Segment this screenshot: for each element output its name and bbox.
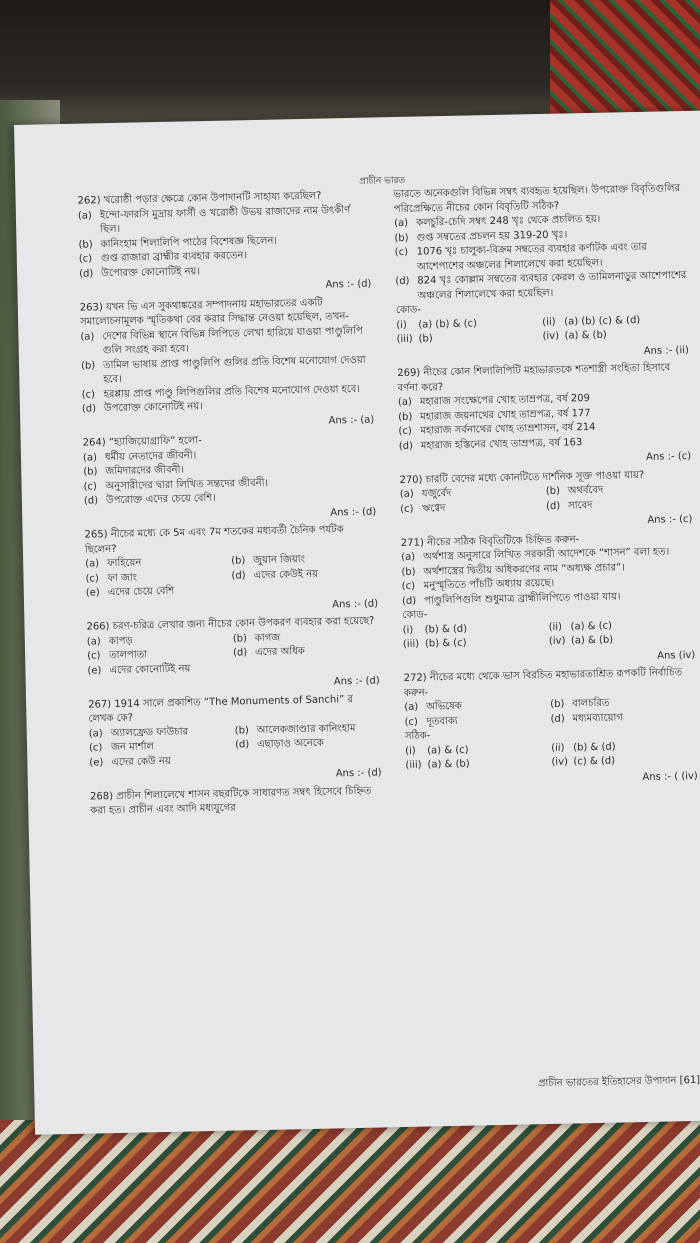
option-text: এদের চেয়ে বেশি	[107, 585, 175, 599]
question-text: 266) চরণ-চরিত্র লেখার জন্য নীচের কোন উপকরণ ব্যবহার করা হয়েছে?	[86, 615, 375, 633]
option-label: (b)	[234, 724, 249, 737]
option	[87, 661, 233, 679]
option-label: (a)	[401, 551, 416, 563]
option-text: মনুস্মৃতিতে পাঁচটি অধ্যায় রয়েছে।	[423, 577, 555, 592]
code-option	[542, 327, 688, 345]
code-option-text: (b) & (c)	[424, 637, 467, 650]
code-option-label: (iv)	[542, 330, 560, 342]
option-text: মহারাজ হস্তিনের খোহ তাম্রপত্র, বর্ষ 163	[420, 436, 583, 452]
option-text: তামিল ভাষায় প্রাপ্ত পাণ্ডুলিপি গুলির প্রতি বিশেষ মনোযোগ দেওয়া হবে।	[102, 354, 366, 386]
option-label: (c)	[78, 253, 93, 265]
question-block	[77, 189, 371, 299]
option-text: মহারাজ সর্বনাথের খোহ তাম্রশাসন, বর্ষ 214	[420, 421, 596, 437]
code-option-grid	[405, 738, 698, 773]
option-label: (a)	[399, 488, 414, 500]
option-label: (b)	[398, 411, 413, 423]
option-text: কানিংহাম শিলালিপি পাঠের বিশেষজ্ঞ ছিলেন।	[100, 235, 278, 250]
code-label: কোড-	[395, 304, 422, 317]
question-block	[83, 431, 377, 526]
option-text: এদের কেউ নয়	[111, 755, 171, 768]
option-text: ফাহিয়েন	[107, 557, 142, 570]
option-label: (a)	[77, 209, 92, 222]
answer-text: Ans (iv)	[657, 649, 696, 662]
option-text: বালচরিত	[572, 697, 610, 710]
option-text: তালপাতা	[109, 649, 148, 662]
question-text: 271) নীচের সঠিক বিবৃতিটিকে চিহ্নিত করুন-	[400, 533, 580, 549]
question-text: 263) যখন ভি এস সুকথাঙ্করের সম্পাদনায় মহাভারতের একটি সমালোচনামূলক স্মৃতিকথা বের করার সিদ্ধান্ত নেওয়া হয়েছিল, তখন-	[79, 297, 350, 328]
code-option-grid	[403, 617, 696, 652]
option-label: (b)	[78, 238, 93, 251]
option-label: (c)	[401, 580, 416, 592]
code-option-label: (iv)	[548, 635, 566, 647]
code-option	[551, 753, 697, 771]
option	[404, 712, 550, 730]
option-text: অর্থশাস্ত্রের দ্বিতীয় অধিকরণের নাম “অধ্যক্ষ প্রচার”।	[423, 561, 625, 578]
question-block	[399, 467, 692, 533]
option-label: (e)	[87, 664, 102, 677]
option-label: (d)	[81, 403, 97, 415]
option-grid	[85, 551, 378, 601]
option-grid	[404, 695, 697, 730]
code-label: কোড-	[402, 609, 428, 621]
option-label: (c)	[83, 480, 98, 493]
option-label: (c)	[88, 742, 103, 754]
answer-text: Ans :- (d)	[332, 597, 379, 610]
option-text: এদের কোনোটিই নয়	[109, 662, 191, 676]
option-label: (a)	[86, 635, 101, 648]
option	[231, 566, 377, 584]
question-block	[84, 522, 378, 617]
option-label: (d)	[395, 275, 410, 288]
code-option-label: (ii)	[551, 742, 565, 754]
option-text: হরপ্পায় প্রাপ্ত পাণ্ডু লিপিগুলির প্রতি বিশেষ মনোযোগ দেওয়া হবে।	[103, 383, 361, 400]
question-text: 262) খরোষ্ঠী পড়ার ক্ষেত্রে কোন উপাদানটি সাহায্য করেছিল?	[77, 190, 322, 207]
option-text: এদের অধিক	[254, 646, 305, 659]
code-option-label: (iii)	[405, 759, 422, 771]
code-option-text: (c) & (d)	[573, 755, 616, 768]
option-label: (d)	[398, 440, 414, 452]
option	[233, 643, 379, 661]
option-text: এছাড়াও অনেকে	[256, 737, 324, 751]
option-label: (c)	[85, 572, 99, 585]
question-text: 264) “হ্যাজিয়োগ্রাফি” হলো-	[82, 435, 202, 449]
option-label: (d)	[545, 500, 561, 512]
answer-text: Ans :- (d)	[333, 675, 380, 688]
option-text: ধর্মীয় নেতাদের জীবনী।	[104, 449, 197, 463]
option-label: (d)	[79, 267, 94, 280]
question-block	[90, 784, 383, 819]
question-block	[401, 530, 696, 669]
question-text: 268) প্রাচীন শিলালেখে শাসন বছরটিকে সাধারণত সম্বৎ হিসেবে চিহ্নিত করা হত। প্রাচীন এবং আদি মধ্যযুগের	[89, 785, 372, 817]
code-option-text: (b) & (d)	[424, 623, 468, 636]
page-content	[77, 163, 700, 1116]
question-text: 269) নীচের কোন শিলালিপিটি মহাভারতকে শতশাস্ত্রী সংহিতা হিসাবে বর্ণনা করে?	[397, 362, 671, 394]
left-column	[77, 186, 382, 819]
option-text: পাণ্ডুলিপিগুলি শুধুমাত্র ব্রাহ্মীলিপিতে পাওয়া যায়।	[423, 590, 621, 607]
code-option-text: (b) & (d)	[573, 741, 616, 753]
option-grid	[400, 482, 693, 517]
option-label: (c)	[81, 388, 96, 401]
option-text: অথর্ববেদ	[567, 484, 604, 497]
option-text: দূতবাক্য	[426, 715, 458, 727]
option-label: (d)	[83, 495, 99, 507]
option-label: (a)	[82, 451, 98, 464]
option-text: ঋগ্বেদ	[422, 502, 446, 515]
question-text: 270) চারটি বেদের মধ্যে কোনটিতে দার্শনিক সূক্ত পাওয়া যায়?	[399, 469, 645, 486]
option-text: অনুসারীদের দ্বারা লিখিত সন্তদের জীবনী।	[105, 477, 269, 492]
code-option-text: (a) (b) & (c)	[418, 317, 478, 331]
option-text: উপরোক্ত কোনোটিই নয়।	[103, 401, 203, 415]
option-text: মহারাজ জয়নাথের খোহ তাম্রপত্র, বর্ষ 177	[420, 407, 591, 423]
option-text: মহারাজ সংক্ষেপের খোহ তাম্রপত্র, বর্ষ 209	[419, 392, 591, 408]
question-text: 272) নীচের মধ্যে থেকে ভাস বিরচিত মহাভারতাশ্রিত রূপকটি নির্বাচিত করুন-	[403, 667, 683, 699]
right-column	[393, 179, 698, 790]
option-text: কাগজ	[254, 632, 281, 644]
option-label: (b)	[401, 566, 416, 578]
running-head: প্রাচীন ভারত	[359, 175, 406, 187]
question-text: 265) নীচের মধ্যে কে 5ম এবং 7ম শতকের মধ্যবর্তী চৈনিক পর্যটক ছিলেন?	[84, 524, 344, 556]
option-label: (b)	[232, 632, 248, 645]
question-block	[88, 692, 382, 787]
question-text: 267) 1914 সালে প্রকাশিত “The Monuments of Sanchi” র লেখক কে?	[88, 693, 354, 725]
option-text: জমিদারদের জীবনী।	[105, 464, 185, 478]
option-label: (a)	[397, 396, 412, 409]
code-option-grid	[396, 312, 689, 347]
option-grid	[87, 629, 380, 679]
book-page	[14, 111, 700, 1135]
option-label: (d)	[231, 569, 246, 582]
code-option-text: (a) & (b)	[427, 758, 470, 771]
option-text: অ্যালফ্রেড ফাউচার	[110, 725, 189, 739]
code-option-text: (a) & (b)	[564, 329, 607, 342]
option-label: (e)	[85, 587, 100, 599]
option-label: (b)	[550, 698, 565, 710]
option-text: অভিষেক	[426, 700, 462, 713]
answer-text: Ans :- (a)	[328, 414, 375, 426]
question-block	[80, 295, 375, 434]
code-option-text: (a) & (c)	[570, 620, 613, 632]
option-label: (a)	[85, 558, 100, 570]
option-label: (d)	[232, 647, 248, 659]
option-label: (c)	[404, 716, 419, 728]
code-option-label: (ii)	[542, 316, 556, 328]
option	[89, 753, 235, 771]
option	[400, 499, 546, 517]
code-label: সঠিক-	[404, 730, 431, 742]
option-text: উপোরক্ত কোনোটিই নয়।	[101, 265, 201, 279]
answer-text: Ans :- (c)	[647, 513, 693, 526]
option-text: আলেকজাণ্ডার কানিংহাম	[256, 722, 356, 736]
option	[395, 269, 688, 304]
code-option-label: (i)	[396, 319, 407, 331]
option-label: (c)	[400, 503, 414, 515]
question-block	[393, 182, 689, 364]
option-label: (d)	[234, 739, 250, 751]
option-text: দেশের বিভিন্ন স্থানে বিভিন্ন লিপিতে লেখা হারিয়ে যাওয়া পাণ্ডুলিপি গুলি সংগ্রহ করা হবে।	[102, 325, 363, 357]
background-fabric	[0, 1120, 700, 1243]
option-label: (a)	[404, 701, 419, 713]
option-label: (c)	[87, 650, 101, 662]
question-block	[397, 361, 691, 471]
option	[550, 709, 696, 727]
option-label: (a)	[394, 217, 409, 230]
option-label: (d)	[550, 713, 565, 725]
question-text: ভারতে অনেকগুলি বিভিন্ন সম্বৎ ব্যবহৃত হয়েছিল। উপরোক্ত বিবৃতিগুলির পরিপ্রেক্ষিতে নীচের কোন বিবৃতিটি সঠিক?	[393, 183, 681, 215]
option-text: কলচুরি-চেদি সম্বৎ 248 খৃঃ থেকে প্রচলিত হয়।	[416, 213, 601, 229]
option-text: 1076 খৃঃ চালুক্য-বিক্রম সম্বতের ব্যবহার কর্ণাটক এবং তার আশেপাশের অঞ্চলের শিলালেখে করা হয়েছিল।	[416, 241, 647, 273]
option-label: (c)	[398, 425, 412, 438]
question-block	[404, 666, 698, 790]
code-option	[405, 756, 551, 774]
option	[235, 735, 381, 753]
code-option-text: (a) & (b)	[570, 634, 614, 647]
answer-text: Ans :- (d)	[335, 767, 382, 780]
option-label: (d)	[401, 595, 417, 607]
answer-text: Ans :- (d)	[325, 278, 372, 291]
option-label: (b)	[231, 555, 246, 567]
code-option-label: (i)	[405, 745, 416, 757]
option-text: সাবেদ	[567, 499, 593, 511]
option-grid	[89, 721, 382, 771]
option-label: (b)	[394, 232, 409, 244]
code-option-text: (a) & (c)	[427, 744, 469, 756]
option	[86, 584, 232, 602]
option-text: যজুর্বেদ	[421, 487, 452, 500]
code-option-text: (a) (b) (c) & (d)	[564, 314, 641, 328]
option-text: এদের কেউই নয়	[253, 568, 319, 581]
option-text: মধ্যমব্যায়োগ	[572, 711, 623, 724]
answer-text: Ans :- (c)	[645, 450, 692, 463]
option-text: জন মার্শাল	[110, 741, 154, 754]
option-label: (b)	[545, 485, 561, 497]
option-text: অর্থশাস্ত্র অনুসারে লিখিত সরকারী আদেশকে “শাসন” বলা হত।	[423, 546, 670, 563]
option-label: (a)	[88, 727, 103, 740]
option-text: জুয়ান জিয়াং	[253, 554, 306, 567]
option-text: ইন্দো-ফারসি মুদ্রায় ফার্সী ও খরোষ্ঠী উভয় রাজাদের নাম উৎকীর্ণ ছিল।	[99, 204, 351, 236]
code-option	[396, 330, 542, 348]
page-footer: প্রাচীন ভারতের ইতিহাসের উপাদান [61]	[537, 1074, 700, 1090]
code-option-label: (ii)	[548, 621, 563, 633]
code-option-label: (iv)	[551, 756, 569, 768]
option-text: কাপড়	[108, 635, 133, 647]
option	[546, 496, 692, 514]
option-text: ফা জাং	[107, 572, 138, 584]
option-text: উপরোক্ত এদের চেয়ে বেশি।	[105, 492, 216, 507]
option-label: (c)	[394, 246, 409, 259]
answer-text: Ans :- ( (iv)	[642, 770, 698, 783]
option-text: গুপ্ত রাজারা ব্রাহ্মীর ব্যবহার করতেন।	[100, 250, 248, 265]
code-option	[403, 635, 549, 653]
option-text: গুপ্ত সম্বতের প্রচলন হয় 319-20 খৃঃ।	[416, 228, 568, 244]
option-label: (b)	[80, 359, 96, 372]
answer-text: Ans :- (ii)	[643, 344, 689, 357]
answer-text: Ans :- (d)	[330, 506, 377, 518]
code-option-label: (i)	[402, 624, 414, 636]
option-label: (e)	[89, 756, 104, 769]
code-option	[549, 632, 695, 650]
option-label: (b)	[83, 466, 98, 478]
option-label: (a)	[80, 330, 95, 343]
question-block	[86, 614, 379, 695]
code-option-label: (iii)	[396, 333, 413, 346]
code-option-text: (b)	[418, 333, 433, 345]
code-option-label: (iii)	[402, 638, 420, 650]
option-text: 824 খৃঃ কোল্লাম সম্বতের ব্যবহার কেরল ও তামিলনাড়ুর আশেপাশের অঞ্চলের শিলালেখে করা হয়েছিল।	[417, 269, 687, 302]
